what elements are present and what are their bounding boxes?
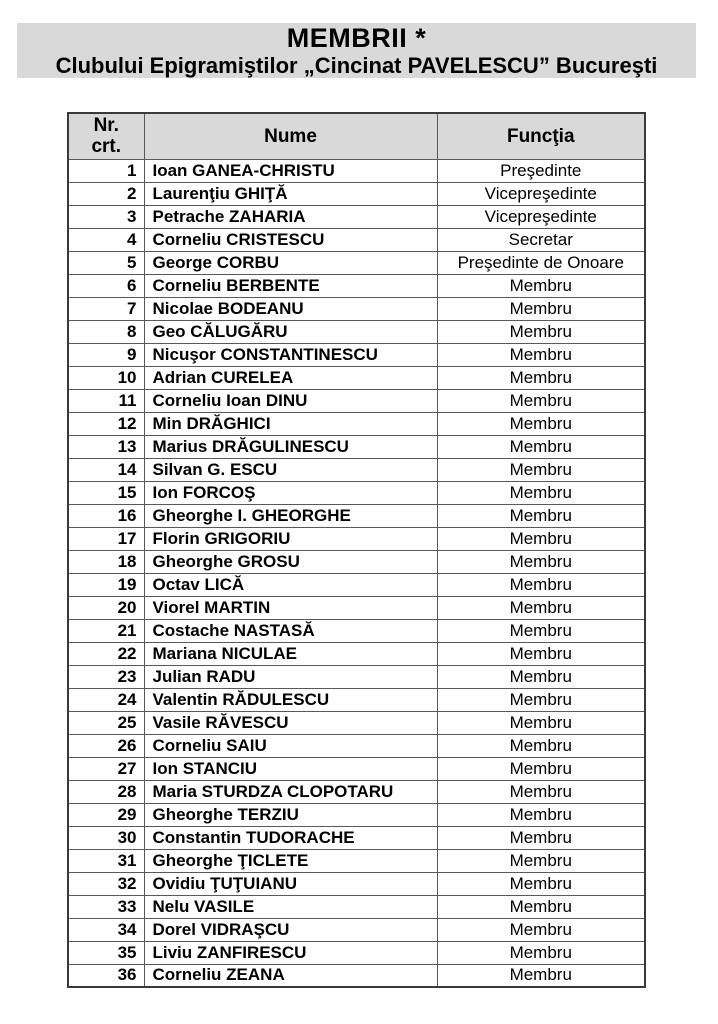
table-row [68, 159, 645, 182]
cell-member-number: 34 [68, 918, 144, 941]
cell-member-number: 6 [68, 274, 144, 297]
cell-member-name: Valentin RĂDULESCU [144, 688, 437, 711]
table-row [68, 366, 645, 389]
cell-member-name: Adrian CURELEA [144, 366, 437, 389]
table-row [68, 757, 645, 780]
table-row [68, 481, 645, 504]
table-row [68, 849, 645, 872]
cell-member-name: Geo CĂLUGĂRU [144, 320, 437, 343]
cell-member-role: Membru [437, 481, 645, 504]
cell-member-number: 24 [68, 688, 144, 711]
cell-member-role: Membru [437, 435, 645, 458]
cell-member-number: 7 [68, 297, 144, 320]
col-header-nr-line2: crt. [91, 136, 122, 158]
table-row [68, 665, 645, 688]
table-row [68, 941, 645, 964]
cell-member-name: Maria STURDZA CLOPOTARU [144, 780, 437, 803]
cell-member-number: 19 [68, 573, 144, 596]
cell-member-name: Mariana NICULAE [144, 642, 437, 665]
table-row [68, 826, 645, 849]
cell-member-name: Costache NASTASĂ [144, 619, 437, 642]
cell-member-name: Corneliu SAIU [144, 734, 437, 757]
table-row [68, 619, 645, 642]
cell-member-number: 16 [68, 504, 144, 527]
cell-member-number: 36 [68, 964, 144, 987]
table-row [68, 297, 645, 320]
table-row [68, 274, 645, 297]
cell-member-name: Ovidiu ŢUŢUIANU [144, 872, 437, 895]
cell-member-role: Preşedinte de Onoare [437, 251, 645, 274]
cell-member-number: 1 [68, 159, 144, 182]
cell-member-role: Membru [437, 343, 645, 366]
cell-member-name: Ion FORCOŞ [144, 481, 437, 504]
table-row [68, 412, 645, 435]
cell-member-name: Florin GRIGORIU [144, 527, 437, 550]
table-row [68, 504, 645, 527]
cell-member-name: Constantin TUDORACHE [144, 826, 437, 849]
cell-member-role: Membru [437, 527, 645, 550]
cell-member-role: Membru [437, 803, 645, 826]
col-header-role: Funcţia [437, 113, 645, 159]
cell-member-number: 30 [68, 826, 144, 849]
cell-member-role: Membru [437, 734, 645, 757]
cell-member-role: Membru [437, 665, 645, 688]
cell-member-number: 14 [68, 458, 144, 481]
cell-member-name: Corneliu ZEANA [144, 964, 437, 987]
cell-member-number: 2 [68, 182, 144, 205]
cell-member-number: 8 [68, 320, 144, 343]
cell-member-role: Membru [437, 780, 645, 803]
cell-member-role: Membru [437, 458, 645, 481]
cell-member-number: 23 [68, 665, 144, 688]
cell-member-number: 3 [68, 205, 144, 228]
cell-member-name: Viorel MARTIN [144, 596, 437, 619]
cell-member-role: Vicepreşedinte [437, 182, 645, 205]
cell-member-name: Min DRĂGHICI [144, 412, 437, 435]
cell-member-number: 5 [68, 251, 144, 274]
cell-member-role: Membru [437, 573, 645, 596]
cell-member-number: 21 [68, 619, 144, 642]
cell-member-number: 26 [68, 734, 144, 757]
cell-member-role: Preşedinte [437, 159, 645, 182]
cell-member-name: Vasile RĂVESCU [144, 711, 437, 734]
cell-member-name: Nicuşor CONSTANTINESCU [144, 343, 437, 366]
cell-member-number: 27 [68, 757, 144, 780]
table-row [68, 872, 645, 895]
cell-member-role: Membru [437, 297, 645, 320]
col-header-nr-line1: Nr. [93, 115, 119, 137]
cell-member-role: Membru [437, 412, 645, 435]
cell-member-name: Nicolae BODEANU [144, 297, 437, 320]
cell-member-role: Membru [437, 757, 645, 780]
table-row [68, 251, 645, 274]
cell-member-role: Membru [437, 619, 645, 642]
cell-member-number: 20 [68, 596, 144, 619]
cell-member-name: Gheorghe ŢICLETE [144, 849, 437, 872]
cell-member-role: Membru [437, 849, 645, 872]
table-row [68, 550, 645, 573]
cell-member-name: Gheorghe GROSU [144, 550, 437, 573]
table-row [68, 895, 645, 918]
cell-member-name: Silvan G. ESCU [144, 458, 437, 481]
table-row [68, 596, 645, 619]
cell-member-number: 13 [68, 435, 144, 458]
table-row [68, 320, 645, 343]
table-header-row [68, 113, 645, 159]
table-row [68, 458, 645, 481]
cell-member-number: 28 [68, 780, 144, 803]
cell-member-role: Membru [437, 964, 645, 987]
cell-member-name: Ion STANCIU [144, 757, 437, 780]
cell-member-name: Ioan GANEA-CHRISTU [144, 159, 437, 182]
cell-member-name: Corneliu Ioan DINU [144, 389, 437, 412]
table-row [68, 780, 645, 803]
col-header-nr [68, 113, 144, 159]
cell-member-number: 18 [68, 550, 144, 573]
table-row [68, 205, 645, 228]
cell-member-name: Gheorghe I. GHEORGHE [144, 504, 437, 527]
cell-member-number: 32 [68, 872, 144, 895]
col-header-name: Nume [144, 113, 437, 159]
cell-member-role: Membru [437, 596, 645, 619]
cell-member-number: 29 [68, 803, 144, 826]
cell-member-role: Secretar [437, 228, 645, 251]
table-row [68, 711, 645, 734]
members-table [67, 112, 646, 988]
cell-member-name: Gheorghe TERZIU [144, 803, 437, 826]
cell-member-role: Membru [437, 895, 645, 918]
cell-member-role: Membru [437, 688, 645, 711]
cell-member-number: 11 [68, 389, 144, 412]
cell-member-number: 12 [68, 412, 144, 435]
table-row [68, 343, 645, 366]
cell-member-number: 22 [68, 642, 144, 665]
cell-member-number: 4 [68, 228, 144, 251]
cell-member-name: Octav LICĂ [144, 573, 437, 596]
title-line2: Clubului Epigramiştilor „Cincinat PAVELESCU” Bucureşti [55, 52, 658, 78]
cell-member-number: 25 [68, 711, 144, 734]
cell-member-role: Membru [437, 366, 645, 389]
cell-member-role: Membru [437, 550, 645, 573]
table-row [68, 182, 645, 205]
cell-member-role: Vicepreşedinte [437, 205, 645, 228]
member-table-body [68, 159, 645, 987]
cell-member-role: Membru [437, 826, 645, 849]
cell-member-number: 31 [68, 849, 144, 872]
table-row [68, 573, 645, 596]
title-line1: MEMBRII * [286, 22, 427, 53]
cell-member-name: Julian RADU [144, 665, 437, 688]
cell-member-name: Dorel VIDRAŞCU [144, 918, 437, 941]
cell-member-number: 15 [68, 481, 144, 504]
cell-member-role: Membru [437, 504, 645, 527]
cell-member-number: 10 [68, 366, 144, 389]
table-row [68, 389, 645, 412]
cell-member-number: 17 [68, 527, 144, 550]
table-row [68, 918, 645, 941]
cell-member-role: Membru [437, 642, 645, 665]
cell-member-number: 35 [68, 941, 144, 964]
cell-member-name: Corneliu CRISTESCU [144, 228, 437, 251]
cell-member-name: Corneliu BERBENTE [144, 274, 437, 297]
cell-member-number: 33 [68, 895, 144, 918]
cell-member-role: Membru [437, 389, 645, 412]
table-row [68, 228, 645, 251]
cell-member-role: Membru [437, 941, 645, 964]
cell-member-number: 9 [68, 343, 144, 366]
cell-member-name: Nelu VASILE [144, 895, 437, 918]
cell-member-name: Marius DRĂGULINESCU [144, 435, 437, 458]
document-title [17, 23, 696, 78]
cell-member-name: Petrache ZAHARIA [144, 205, 437, 228]
table-row [68, 435, 645, 458]
cell-member-name: Laurenţiu GHIŢĂ [144, 182, 437, 205]
table-row [68, 734, 645, 757]
cell-member-role: Membru [437, 918, 645, 941]
table-row [68, 642, 645, 665]
table-row [68, 688, 645, 711]
cell-member-role: Membru [437, 711, 645, 734]
cell-member-role: Membru [437, 872, 645, 895]
table-row [68, 964, 645, 987]
cell-member-name: George CORBU [144, 251, 437, 274]
cell-member-name: Liviu ZANFIRESCU [144, 941, 437, 964]
cell-member-role: Membru [437, 320, 645, 343]
cell-member-role: Membru [437, 274, 645, 297]
table-row [68, 527, 645, 550]
table-row [68, 803, 645, 826]
